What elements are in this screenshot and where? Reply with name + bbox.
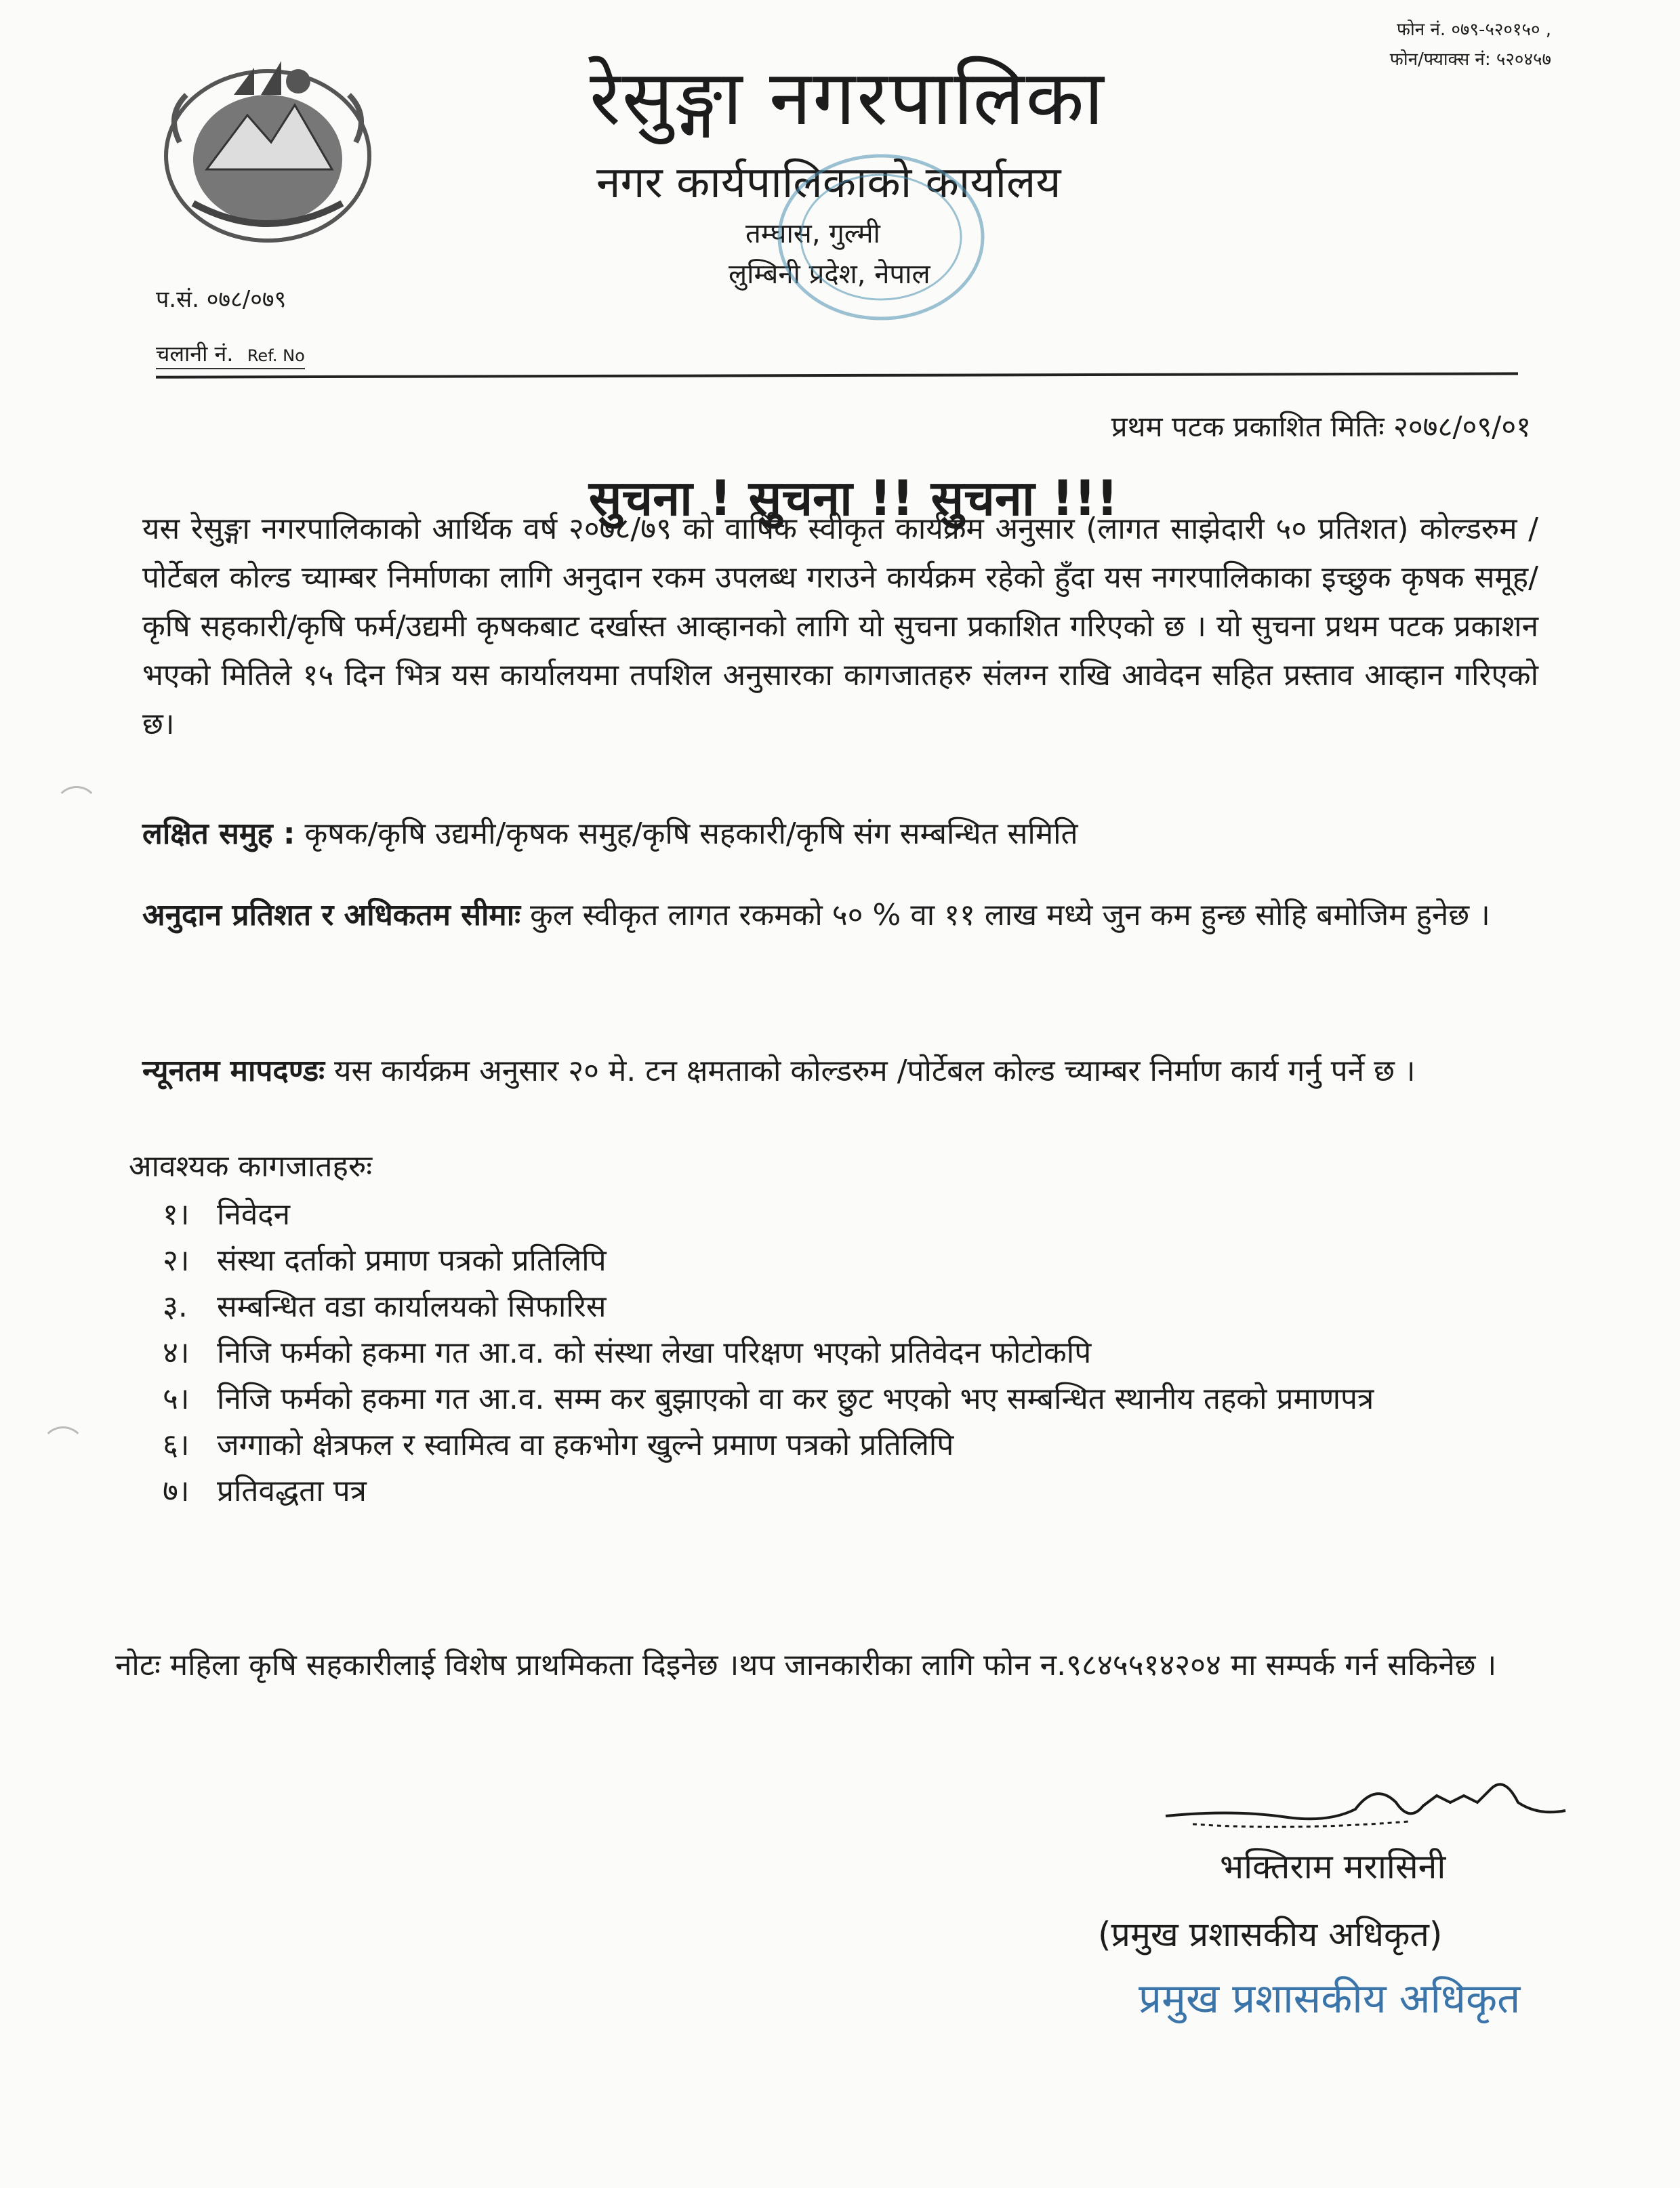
list-item (163, 1469, 1552, 1514)
list-item-number: ४। (163, 1336, 190, 1370)
note-paragraph: नोटः महिला कृषि सहकारीलाई विशेष प्राथमिकता दिइनेछ ।थप जानकारीका लागि फोन न.९८४५५१४२०४ मा सम्पर्क गर्न सकिनेछ । (115, 1648, 1497, 1683)
minimum-standard-value: यस कार्यक्रम अनुसार २० मे. टन क्षमताको कोल्डरुम /पोर्टेबल कोल्ड च्याम्बर निर्माण कार्य गर्नु पर्ने छ । (334, 1054, 1416, 1088)
nepal-emblem-icon (152, 41, 383, 251)
target-group-label: लक्षित समुह : (142, 817, 295, 851)
office-address-line2: लुम्बिनी प्रदेश, नेपाल (729, 259, 930, 290)
target-group-value: कृषक/कृषि उद्यमी/कृषक समुह/कृषि सहकारी/कृषि संग सम्बन्धित समिति (304, 817, 1078, 851)
reference-number: प.सं. ०७८/०७९ (156, 286, 287, 313)
list-item (163, 1285, 1552, 1329)
list-item (163, 1377, 1552, 1422)
notice-intro-paragraph: यस रेसुङ्गा नगरपालिकाको आर्थिक वर्ष २०७८/७९ को वार्षिक स्वीकृत कार्यक्रम अनुसार (लागत साझेदारी ५० प्रतिशत) कोल्डरुम /पोर्टेबल कोल्ड च्याम्बर निर्माणका लागि अनुदान रकम उपलब्ध गराउने कार्यक्रम रहेको हुँदा यस नगरपालिकाका इच्छुक कृषक समूह/कृषि सहकारी/कृषि फर्म/उद्यमी कृषकबाट दर्खास्त आव्हानको लागि यो सुचना प्रकाशित गरिएको छ । यो सुचना प्रथम पटक प्रकाशन भएको मितिले १५ दिन भित्र यस कार्यालयमा तपशिल अनुसारका कागजातहरु संलग्न राखि आवेदन सहित प्रस्ताव आव्हान गरिएको छ। (142, 512, 1538, 741)
subsidy-limit-value: कुल स्वीकृत लागत रकमको ५० % वा ११ लाख मध्ये जुन कम हुन्छ सोहि बमोजिम हुनेछ । (530, 898, 1490, 932)
signatory-stamp: प्रमुख प्रशासकीय अधिकृत (1139, 1975, 1521, 2023)
list-item-number: ७। (163, 1474, 190, 1508)
required-documents-heading: आवश्यक कागजातहरुः (129, 1149, 373, 1184)
list-item-text: निजि फर्मको हकमा गत आ.व. सम्म कर बुझाएको वा कर छुट भएको भए सम्बन्धित स्थानीय तहको प्रमाणपत्र (217, 1382, 1374, 1416)
required-documents-list (163, 1193, 1552, 1515)
list-item-number: ३. (163, 1289, 188, 1324)
punch-hole-mark (54, 786, 99, 831)
list-item-text: निजि फर्मको हकमा गत आ.व. को संस्था लेखा परिक्षण भएको प्रतिवेदन फोटोकपि (217, 1336, 1092, 1370)
list-item (163, 1331, 1552, 1376)
office-address-line1: तम्घास, गुल्मी (745, 218, 880, 249)
header-divider (156, 372, 1518, 378)
list-item (163, 1239, 1552, 1283)
list-item-text: जग्गाको क्षेत्रफल र स्वामित्व वा हकभोग खुल्ने प्रमाण पत्रको प्रतिलिपि (217, 1428, 954, 1462)
office-subtitle: नगर कार्यपालिकाको कार्यालय (596, 158, 1061, 208)
list-item-text: संस्था दर्ताको प्रमाण पत्रको प्रतिलिपि (217, 1243, 607, 1278)
ref-no-label: Ref. No (247, 346, 305, 365)
list-item-number: १। (163, 1197, 190, 1232)
phone-number-line: फोन नं. ०७९-५२०१५० , (1396, 20, 1551, 40)
subsidy-limit-label: अनुदान प्रतिशत र अधिकतम सीमाः (142, 898, 520, 932)
target-group (142, 810, 1538, 859)
fax-number-line: फोन/फ्याक्स नं: ५२०४५७ (1389, 49, 1551, 70)
signatory-title: (प्रमुख प्रशासकीय अधिकृत) (1098, 1915, 1443, 1954)
list-item (163, 1193, 1552, 1237)
minimum-standard-label: न्यूनतम मापदण्डः (142, 1054, 325, 1088)
minimum-standard (142, 1047, 1538, 1096)
list-item (163, 1423, 1552, 1468)
punch-hole-mark (41, 1426, 85, 1471)
signature-icon (1152, 1769, 1572, 1843)
list-item-number: ६। (163, 1428, 190, 1462)
dispatch-number-label: चलानी नं. (156, 341, 234, 367)
dispatch-number (156, 339, 305, 371)
list-item-text: प्रतिवद्धता पत्र (217, 1474, 367, 1508)
list-item-text: सम्बन्धित वडा कार्यालयको सिफारिस (217, 1289, 607, 1324)
subsidy-limit (142, 891, 1538, 940)
list-item-number: २। (163, 1243, 190, 1278)
office-seal-stamp-icon (739, 136, 1023, 359)
signatory-name: भक्तिराम मरासिनी (1220, 1847, 1446, 1886)
list-item-number: ५। (163, 1382, 190, 1416)
office-name: रेसुङ्गा नगरपालिका (590, 54, 1105, 142)
notice-title: सुचना ! सुचना !! सुचना !!! (588, 470, 1119, 527)
list-item-text: निवेदन (217, 1197, 291, 1232)
publish-date: प्रथम पटक प्रकाशित मितिः २०७८/०९/०१ (1111, 410, 1531, 443)
